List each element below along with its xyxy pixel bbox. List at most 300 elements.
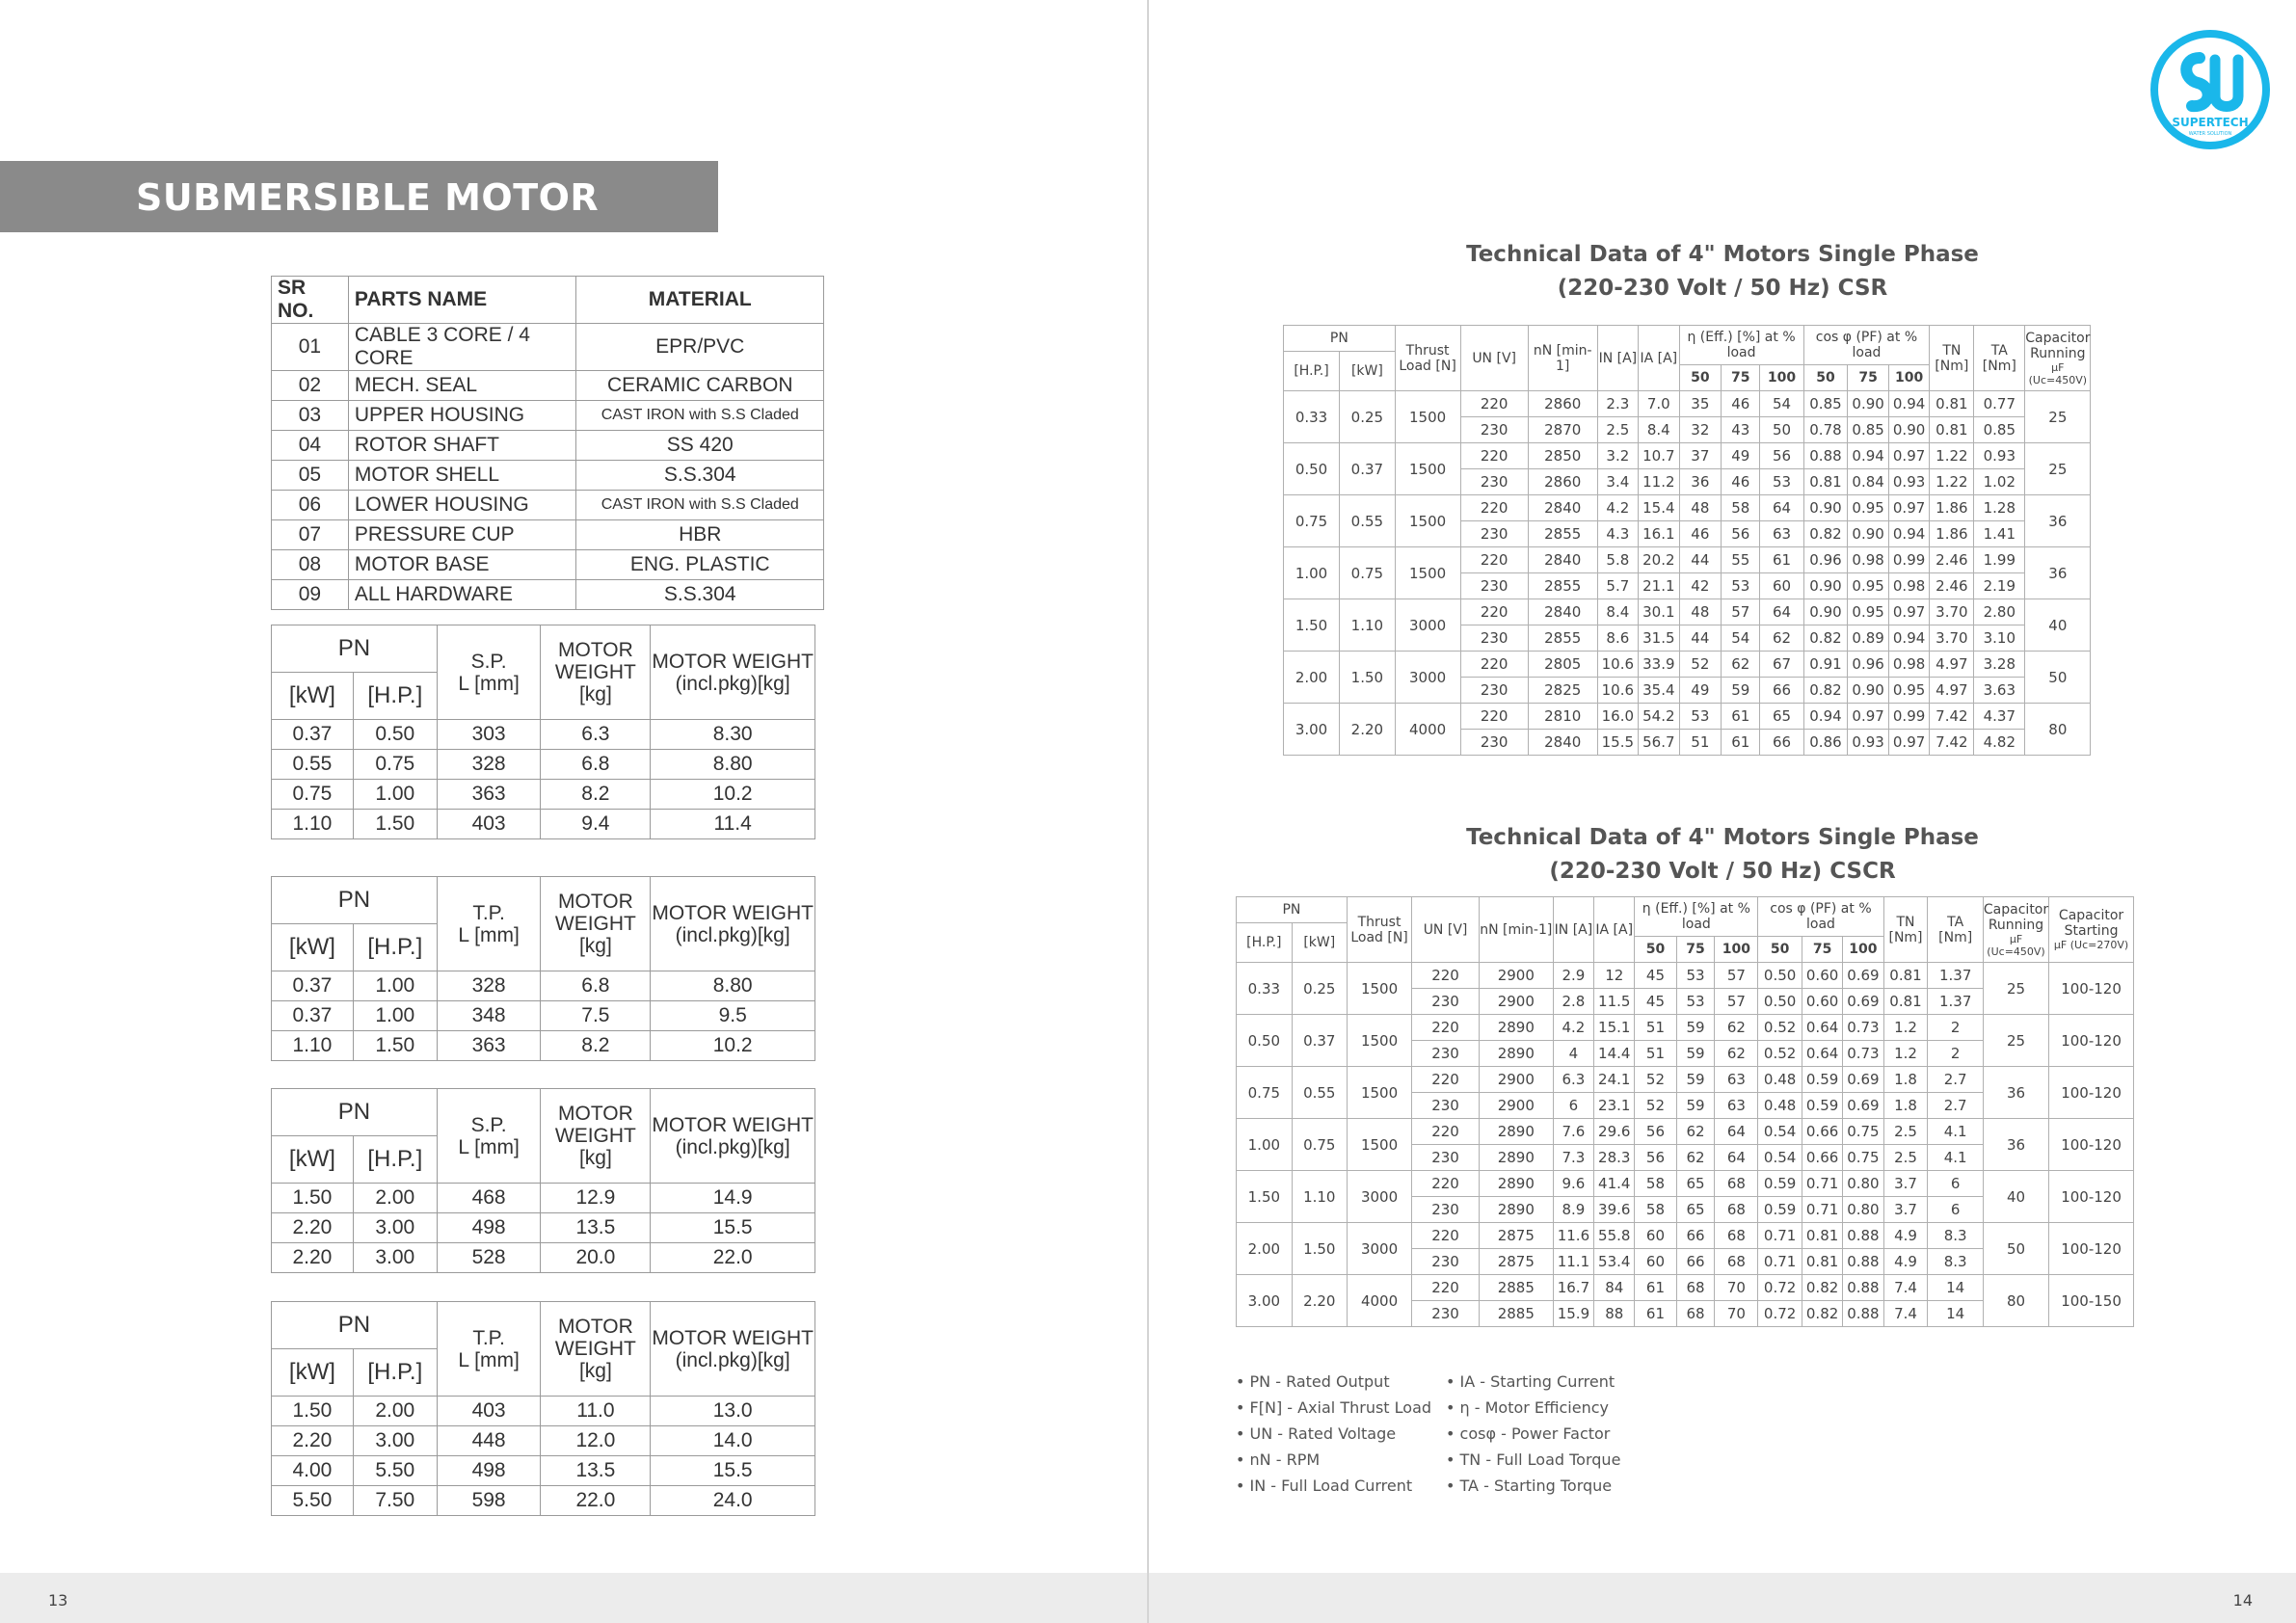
eff75-cell: 56 [1722, 521, 1760, 547]
start-current-cell: 84 [1594, 1275, 1635, 1301]
current-cell: 4.3 [1597, 521, 1638, 547]
current-cell: 8.4 [1597, 599, 1638, 625]
start-torque-cell: 4.82 [1974, 730, 2025, 756]
kw-cell: 1.50 [272, 1397, 354, 1426]
pf50-cell: 0.71 [1758, 1249, 1802, 1275]
legend-item: • TN - Full Load Torque [1446, 1450, 1621, 1469]
eff75-cell: 66 [1676, 1223, 1715, 1249]
kw-cell: 0.37 [272, 1001, 354, 1031]
material-header: MATERIAL [576, 277, 824, 324]
weight-cell: 12.0 [541, 1426, 651, 1456]
hp-cell: 2.00 [353, 1184, 437, 1213]
pf50-cell: 0.50 [1758, 989, 1802, 1015]
starting-current-header: IA [A] [1639, 326, 1679, 391]
torque-cell: 2.5 [1883, 1145, 1928, 1171]
pf75-cell: 0.64 [1802, 1015, 1842, 1041]
rpm-cell: 2890 [1479, 1119, 1553, 1145]
pf100-cell: 0.98 [1888, 652, 1929, 678]
current-cell: 5.8 [1597, 547, 1638, 573]
hp-header: [H.P.] [353, 1136, 437, 1184]
pf50-cell: 0.59 [1758, 1197, 1802, 1223]
eff50-cell: 51 [1679, 730, 1722, 756]
thrust-cell: 3000 [1347, 1171, 1411, 1223]
kw-cell: 2.20 [272, 1243, 354, 1273]
start-current-cell: 15.4 [1639, 495, 1679, 521]
current-cell: 2.8 [1553, 989, 1593, 1015]
start-current-cell: 28.3 [1594, 1145, 1635, 1171]
eff75-cell: 59 [1676, 1015, 1715, 1041]
voltage-cell: 220 [1412, 1119, 1480, 1145]
pf50-cell: 0.91 [1803, 652, 1848, 678]
weight-pkg-cell: 24.0 [651, 1486, 815, 1516]
parts-row [272, 550, 824, 580]
voltage-cell: 230 [1460, 678, 1528, 704]
legend-item: • TA - Starting Torque [1446, 1477, 1613, 1495]
weight-pkg-cell: 10.2 [651, 780, 815, 810]
hp-header: [H.P.] [1284, 352, 1340, 391]
sr-no-cell: 05 [272, 461, 349, 491]
legend-item: • η - Motor Efficiency [1446, 1398, 1609, 1417]
eff75-cell: 59 [1676, 1041, 1715, 1067]
motor-weight-pkg-header: MOTOR WEIGHT (incl.pkg)[kg] [651, 1302, 815, 1397]
voltage-cell: 230 [1460, 625, 1528, 652]
start-current-cell: 21.1 [1639, 573, 1679, 599]
start-torque-cell: 6 [1928, 1197, 1983, 1223]
sr-no-header: SR NO. [272, 277, 349, 324]
pf100-cell: 0.94 [1888, 625, 1929, 652]
eff100-cell: 64 [1715, 1119, 1758, 1145]
logo-text: SUPERTECH [2172, 116, 2249, 129]
csr-title-line2: (220-230 Volt / 50 Hz) CSR [1557, 276, 1888, 301]
current-cell: 3.2 [1597, 443, 1638, 469]
capacitor-starting-cell: 100-120 [2049, 1171, 2134, 1223]
start-torque-cell: 2 [1928, 1015, 1983, 1041]
pf100-cell: 0.88 [1843, 1301, 1883, 1327]
eff75-cell: 66 [1676, 1249, 1715, 1275]
thrust-cell: 1500 [1395, 391, 1460, 443]
pf75-cell: 0.85 [1848, 417, 1888, 443]
pf75-cell: 0.90 [1848, 391, 1888, 417]
voltage-cell: 220 [1412, 1067, 1480, 1093]
torque-cell: 3.7 [1883, 1197, 1928, 1223]
legend-item: • IA - Starting Current [1446, 1372, 1615, 1391]
start-current-cell: 10.7 [1639, 443, 1679, 469]
tech-data-row [1284, 652, 2160, 678]
length-cell: 403 [437, 810, 541, 839]
eff100-cell: 65 [1760, 704, 1803, 730]
pf75-cell: 0.60 [1802, 989, 1842, 1015]
tech-data-row [1284, 495, 2160, 521]
pf50-cell: 0.86 [1803, 730, 1848, 756]
material-cell: SS 420 [576, 431, 824, 461]
rpm-cell: 2855 [1528, 625, 1597, 652]
rpm-cell: 2890 [1479, 1171, 1553, 1197]
voltage-cell: 220 [1460, 495, 1528, 521]
eff50-cell: 44 [1679, 547, 1722, 573]
tech-data-row [1237, 1171, 2207, 1197]
weight-cell: 8.2 [541, 780, 651, 810]
eff75-cell: 65 [1676, 1197, 1715, 1223]
current-cell: 10.6 [1597, 678, 1638, 704]
eff50-cell: 45 [1635, 963, 1676, 989]
capacitor-starting-cell: 100-120 [2049, 1015, 2134, 1067]
hp-cell: 0.75 [1284, 495, 1340, 547]
start-current-cell: 23.1 [1594, 1093, 1635, 1119]
eff100-cell: 68 [1715, 1197, 1758, 1223]
hp-cell: 0.50 [1284, 443, 1340, 495]
thrust-cell: 4000 [1347, 1275, 1411, 1327]
pump-type-label: T.P. [472, 1326, 505, 1349]
weight-cell: 13.5 [541, 1213, 651, 1243]
voltage-cell: 230 [1412, 1301, 1480, 1327]
weight-cell: 6.8 [541, 971, 651, 1001]
start-current-cell: 88 [1594, 1301, 1635, 1327]
rpm-cell: 2840 [1528, 495, 1597, 521]
pn-header: PN [272, 1089, 438, 1136]
weight-pkg-cell: 15.5 [651, 1456, 815, 1486]
torque-cell: 3.70 [1930, 599, 1974, 625]
pf75-cell: 0.66 [1802, 1145, 1842, 1171]
torque-cell: 0.81 [1930, 391, 1974, 417]
spec-row [272, 750, 815, 780]
voltage-cell: 220 [1412, 1171, 1480, 1197]
load-pct-header: 100 [1888, 365, 1929, 391]
eff75-cell: 53 [1676, 989, 1715, 1015]
eff75-cell: 59 [1676, 1093, 1715, 1119]
pf50-cell: 0.54 [1758, 1119, 1802, 1145]
motor-weight-pkg-header: MOTOR WEIGHT (incl.pkg)[kg] [651, 625, 815, 720]
pf75-cell: 0.81 [1802, 1223, 1842, 1249]
torque-cell: 2.5 [1883, 1119, 1928, 1145]
eff75-cell: 46 [1722, 469, 1760, 495]
kw-header: [kW] [272, 673, 354, 720]
eff100-cell: 61 [1760, 547, 1803, 573]
tech-data-row [1237, 1119, 2207, 1145]
part-name-cell: ALL HARDWARE [348, 580, 576, 610]
length-cell: 348 [437, 1001, 541, 1031]
legend-item: • IN - Full Load Current [1236, 1477, 1413, 1495]
voltage-cell: 220 [1412, 1223, 1480, 1249]
start-current-cell: 41.4 [1594, 1171, 1635, 1197]
weight-cell: 12.9 [541, 1184, 651, 1213]
eff50-cell: 51 [1635, 1041, 1676, 1067]
thrust-cell: 1500 [1395, 547, 1460, 599]
pf75-cell: 0.97 [1848, 704, 1888, 730]
hp-cell: 1.50 [353, 1031, 437, 1061]
eff75-cell: 43 [1722, 417, 1760, 443]
eff50-cell: 51 [1635, 1015, 1676, 1041]
start-torque-cell: 14 [1928, 1301, 1983, 1327]
capacitor-running-cell: 80 [2025, 704, 2091, 756]
weight-pkg-cell: 8.80 [651, 750, 815, 780]
tech-data-row [1284, 704, 2160, 730]
hp-cell: 1.00 [1284, 547, 1340, 599]
eff75-cell: 49 [1722, 443, 1760, 469]
kw-cell: 4.00 [272, 1456, 354, 1486]
current-cell: 4.2 [1597, 495, 1638, 521]
eff100-cell: 60 [1760, 573, 1803, 599]
start-torque-cell: 2 [1928, 1041, 1983, 1067]
kw-header: [kW] [272, 1136, 354, 1184]
weight-pkg-cell: 14.9 [651, 1184, 815, 1213]
start-torque-cell: 1.41 [1974, 521, 2025, 547]
power-factor-header: cos φ (PF) at % load [1803, 326, 1930, 365]
start-torque-cell: 2.80 [1974, 599, 2025, 625]
hp-cell: 1.50 [353, 810, 437, 839]
capacitor-running-cell: 80 [1983, 1275, 2048, 1327]
load-pct-header: 50 [1635, 937, 1676, 963]
voltage-cell: 220 [1460, 652, 1528, 678]
start-current-cell: 8.4 [1639, 417, 1679, 443]
eff75-cell: 54 [1722, 625, 1760, 652]
weight-cell: 9.4 [541, 810, 651, 839]
cscr-title [1337, 821, 2108, 889]
length-cell: 363 [437, 780, 541, 810]
eff50-cell: 53 [1679, 704, 1722, 730]
length-cell: 498 [437, 1456, 541, 1486]
material-cell: EPR/PVC [576, 324, 824, 371]
rpm-cell: 2840 [1528, 547, 1597, 573]
sr-no-cell: 01 [272, 324, 349, 371]
pf75-cell: 0.96 [1848, 652, 1888, 678]
thrust-cell: 3000 [1395, 652, 1460, 704]
start-current-cell: 12 [1594, 963, 1635, 989]
rpm-header: nN [min-1] [1479, 897, 1553, 963]
kw-cell: 0.25 [1292, 963, 1347, 1015]
pf75-cell: 0.95 [1848, 495, 1888, 521]
eff100-cell: 50 [1760, 417, 1803, 443]
eff100-cell: 57 [1715, 989, 1758, 1015]
full-load-current-header: IN [A] [1597, 326, 1638, 391]
voltage-cell: 230 [1460, 730, 1528, 756]
rpm-cell: 2885 [1479, 1275, 1553, 1301]
kw-cell: 0.25 [1340, 391, 1396, 443]
length-cell: 598 [437, 1486, 541, 1516]
eff50-cell: 44 [1679, 625, 1722, 652]
hp-cell: 0.50 [1237, 1015, 1293, 1067]
start-current-cell: 39.6 [1594, 1197, 1635, 1223]
spec-row [272, 971, 815, 1001]
hp-cell: 3.00 [1284, 704, 1340, 756]
hp-cell: 1.00 [353, 971, 437, 1001]
banner-title: SUBMERSIBLE MOTOR [136, 176, 600, 219]
eff50-cell: 52 [1679, 652, 1722, 678]
pf75-cell: 0.64 [1802, 1041, 1842, 1067]
motor-weight-header: MOTOR WEIGHT [kg] [541, 1302, 651, 1397]
pf100-cell: 0.97 [1888, 730, 1929, 756]
pf100-cell: 0.97 [1888, 599, 1929, 625]
load-pct-header: 50 [1679, 365, 1722, 391]
spec-table-1 [271, 625, 815, 839]
tech-data-row [1284, 599, 2160, 625]
hp-cell: 0.33 [1237, 963, 1293, 1015]
eff50-cell: 48 [1679, 495, 1722, 521]
sr-no-cell: 08 [272, 550, 349, 580]
start-current-cell: 53.4 [1594, 1249, 1635, 1275]
eff75-cell: 55 [1722, 547, 1760, 573]
spec-header-row [272, 877, 815, 924]
eff50-cell: 35 [1679, 391, 1722, 417]
rpm-cell: 2885 [1479, 1301, 1553, 1327]
material-cell: CAST IRON with S.S Claded [576, 491, 824, 520]
capacitor-starting-cell: 100-120 [2049, 1223, 2134, 1275]
thrust-cell: 3000 [1395, 599, 1460, 652]
eff100-cell: 64 [1715, 1145, 1758, 1171]
pf75-cell: 0.89 [1848, 625, 1888, 652]
pf75-cell: 0.59 [1802, 1093, 1842, 1119]
capacitor-starting-header [2049, 897, 2134, 963]
capacitor-running-unit: μF (Uc=450V) [2028, 360, 2088, 386]
capacitor-running-unit: μF (Uc=450V) [1987, 932, 2045, 958]
full-load-torque-header: TN [Nm] [1930, 326, 1974, 391]
legend-item: • nN - RPM [1236, 1450, 1321, 1469]
eff50-cell: 46 [1679, 521, 1722, 547]
capacitor-running-cell: 50 [1983, 1223, 2048, 1275]
sr-no-cell: 09 [272, 580, 349, 610]
legend-right [1446, 1369, 1620, 1499]
full-load-torque-header: TN [Nm] [1883, 897, 1928, 963]
tech-header-row [1284, 326, 2160, 352]
thrust-cell: 1500 [1347, 1119, 1411, 1171]
spec-row [272, 1456, 815, 1486]
length-label: L [mm] [458, 1348, 520, 1371]
parts-row [272, 431, 824, 461]
start-torque-cell: 1.37 [1928, 989, 1983, 1015]
eff100-cell: 57 [1715, 963, 1758, 989]
start-current-cell: 7.0 [1639, 391, 1679, 417]
pf75-cell: 0.81 [1802, 1249, 1842, 1275]
eff100-cell: 66 [1760, 678, 1803, 704]
hp-header: [H.P.] [353, 1349, 437, 1397]
pump-type-label: S.P. [470, 650, 507, 673]
current-cell: 11.1 [1553, 1249, 1593, 1275]
pf50-cell: 0.82 [1803, 678, 1848, 704]
pf50-cell: 0.85 [1803, 391, 1848, 417]
torque-cell: 1.8 [1883, 1067, 1928, 1093]
rpm-cell: 2860 [1528, 469, 1597, 495]
eff100-cell: 63 [1715, 1093, 1758, 1119]
start-torque-cell: 0.77 [1974, 391, 2025, 417]
capacitor-running-cell: 25 [1983, 1015, 2048, 1067]
part-name-cell: MOTOR BASE [348, 550, 576, 580]
weight-pkg-cell: 14.0 [651, 1426, 815, 1456]
hp-cell: 1.00 [353, 780, 437, 810]
start-current-cell: 15.1 [1594, 1015, 1635, 1041]
weight-pkg-cell: 15.5 [651, 1213, 815, 1243]
load-pct-header: 100 [1715, 937, 1758, 963]
csr-table [1283, 325, 2160, 756]
voltage-cell: 220 [1412, 1275, 1480, 1301]
current-cell: 11.6 [1553, 1223, 1593, 1249]
tech-data-row [1237, 1275, 2207, 1301]
pf100-cell: 0.73 [1843, 1041, 1883, 1067]
parts-name-header: PARTS NAME [348, 277, 576, 324]
pf100-cell: 0.97 [1888, 495, 1929, 521]
load-pct-header: 50 [1803, 365, 1848, 391]
parts-header-row [272, 277, 824, 324]
eff75-cell: 62 [1676, 1145, 1715, 1171]
logo-subtext: WATER SOLUTION [2188, 131, 2232, 137]
pf75-cell: 0.95 [1848, 573, 1888, 599]
kw-header: [kW] [272, 1349, 354, 1397]
current-cell: 4 [1553, 1041, 1593, 1067]
capacitor-starting-cell: 100-150 [2049, 1275, 2134, 1327]
pf100-cell: 0.75 [1843, 1145, 1883, 1171]
current-cell: 16.7 [1553, 1275, 1593, 1301]
csr-title [1337, 238, 2108, 306]
current-cell: 5.7 [1597, 573, 1638, 599]
tech-data-row [1284, 443, 2160, 469]
capacitor-running-cell: 36 [2025, 547, 2091, 599]
pf100-cell: 0.88 [1843, 1249, 1883, 1275]
pn-header: PN [1237, 897, 1348, 923]
current-cell: 7.3 [1553, 1145, 1593, 1171]
kw-cell: 1.10 [1292, 1171, 1347, 1223]
torque-cell: 4.97 [1930, 652, 1974, 678]
rpm-cell: 2860 [1528, 391, 1597, 417]
motor-weight-pkg-header: MOTOR WEIGHT (incl.pkg)[kg] [651, 1089, 815, 1184]
eff50-cell: 52 [1635, 1093, 1676, 1119]
cscr-title-line1: Technical Data of 4" Motors Single Phase [1466, 825, 1979, 850]
eff100-cell: 63 [1760, 521, 1803, 547]
capacitor-running-header [1983, 897, 2048, 963]
legend-item: • PN - Rated Output [1236, 1372, 1390, 1391]
start-torque-cell: 14 [1928, 1275, 1983, 1301]
kw-cell: 1.50 [1340, 652, 1396, 704]
eff100-cell: 54 [1760, 391, 1803, 417]
eff50-cell: 42 [1679, 573, 1722, 599]
weight-cell: 22.0 [541, 1486, 651, 1516]
start-torque-cell: 4.1 [1928, 1145, 1983, 1171]
kw-cell: 5.50 [272, 1486, 354, 1516]
spec-row [272, 780, 815, 810]
capacitor-starting-cell: 100-120 [2049, 1067, 2134, 1119]
eff100-cell: 68 [1715, 1171, 1758, 1197]
hp-cell: 3.00 [353, 1213, 437, 1243]
rpm-cell: 2855 [1528, 573, 1597, 599]
start-current-cell: 11.5 [1594, 989, 1635, 1015]
eff100-cell: 70 [1715, 1275, 1758, 1301]
pf100-cell: 0.75 [1843, 1119, 1883, 1145]
weight-pkg-cell: 9.5 [651, 1001, 815, 1031]
hp-cell: 5.50 [353, 1456, 437, 1486]
parts-table [271, 276, 824, 610]
length-label: L [mm] [458, 923, 520, 946]
current-cell: 4.2 [1553, 1015, 1593, 1041]
start-current-cell: 16.1 [1639, 521, 1679, 547]
thrust-cell: 3000 [1347, 1223, 1411, 1275]
weight-pkg-cell: 8.30 [651, 720, 815, 750]
type-length-header [437, 1302, 541, 1397]
length-cell: 468 [437, 1184, 541, 1213]
start-torque-cell: 1.28 [1974, 495, 2025, 521]
pf50-cell: 0.59 [1758, 1171, 1802, 1197]
hp-header: [H.P.] [1237, 923, 1293, 963]
eff50-cell: 37 [1679, 443, 1722, 469]
pf75-cell: 0.82 [1802, 1301, 1842, 1327]
pf50-cell: 0.90 [1803, 573, 1848, 599]
page-number-left: 13 [48, 1591, 68, 1610]
cscr-table [1236, 896, 2207, 1327]
capacitor-running-cell: 36 [1983, 1119, 2048, 1171]
pf50-cell: 0.71 [1758, 1223, 1802, 1249]
thrust-header: Thrust Load [N] [1395, 326, 1460, 391]
start-torque-cell: 0.85 [1974, 417, 2025, 443]
rpm-cell: 2890 [1479, 1015, 1553, 1041]
capacitor-running-cell: 50 [2025, 652, 2091, 704]
pf50-cell: 0.48 [1758, 1093, 1802, 1119]
pf75-cell: 0.59 [1802, 1067, 1842, 1093]
